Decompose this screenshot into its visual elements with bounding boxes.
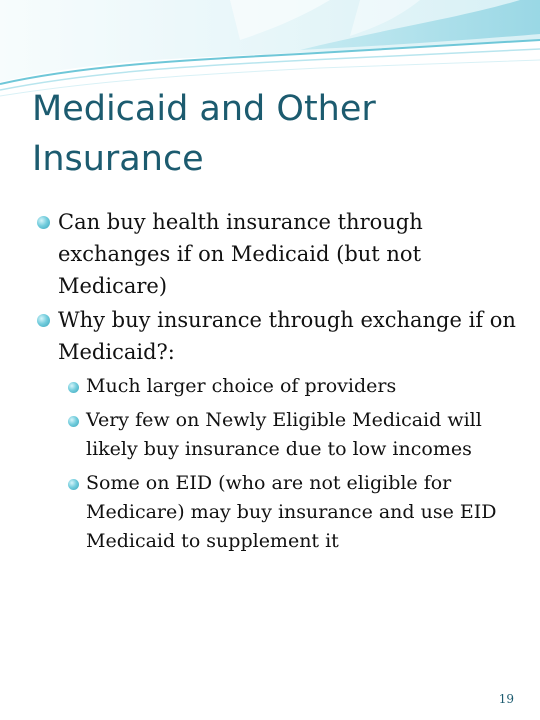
sub-bullet-list	[0, 372, 520, 556]
bullet-text: Can buy health insurance through exchanges if on Medicaid (but not Medicare)	[58, 210, 423, 298]
round-bullet-icon	[37, 314, 50, 327]
sub-bullet-text: Some on EID (who are not eligible for Medicare) may buy insurance and use EID Medicaid to supplement it	[86, 472, 497, 552]
sub-bullet-item	[86, 406, 506, 464]
slide-title: Medicaid and Other Insurance	[32, 89, 376, 179]
bullet-list	[0, 206, 540, 556]
bullet-item	[58, 206, 520, 302]
bullet-item	[58, 304, 520, 556]
sub-bullet-item	[86, 372, 506, 401]
round-bullet-icon	[68, 382, 79, 393]
page-number: 19	[498, 692, 514, 706]
round-bullet-icon	[68, 479, 79, 490]
bullet-text: Why buy insurance through exchange if on Medicaid?:	[58, 308, 516, 364]
round-bullet-icon	[68, 416, 79, 427]
sub-bullet-text: Much larger choice of providers	[86, 375, 397, 397]
round-bullet-icon	[37, 216, 50, 229]
sub-bullet-text: Very few on Newly Eligible Medicaid will likely buy insurance due to low incomes	[86, 409, 482, 460]
sub-bullet-item	[86, 469, 506, 556]
